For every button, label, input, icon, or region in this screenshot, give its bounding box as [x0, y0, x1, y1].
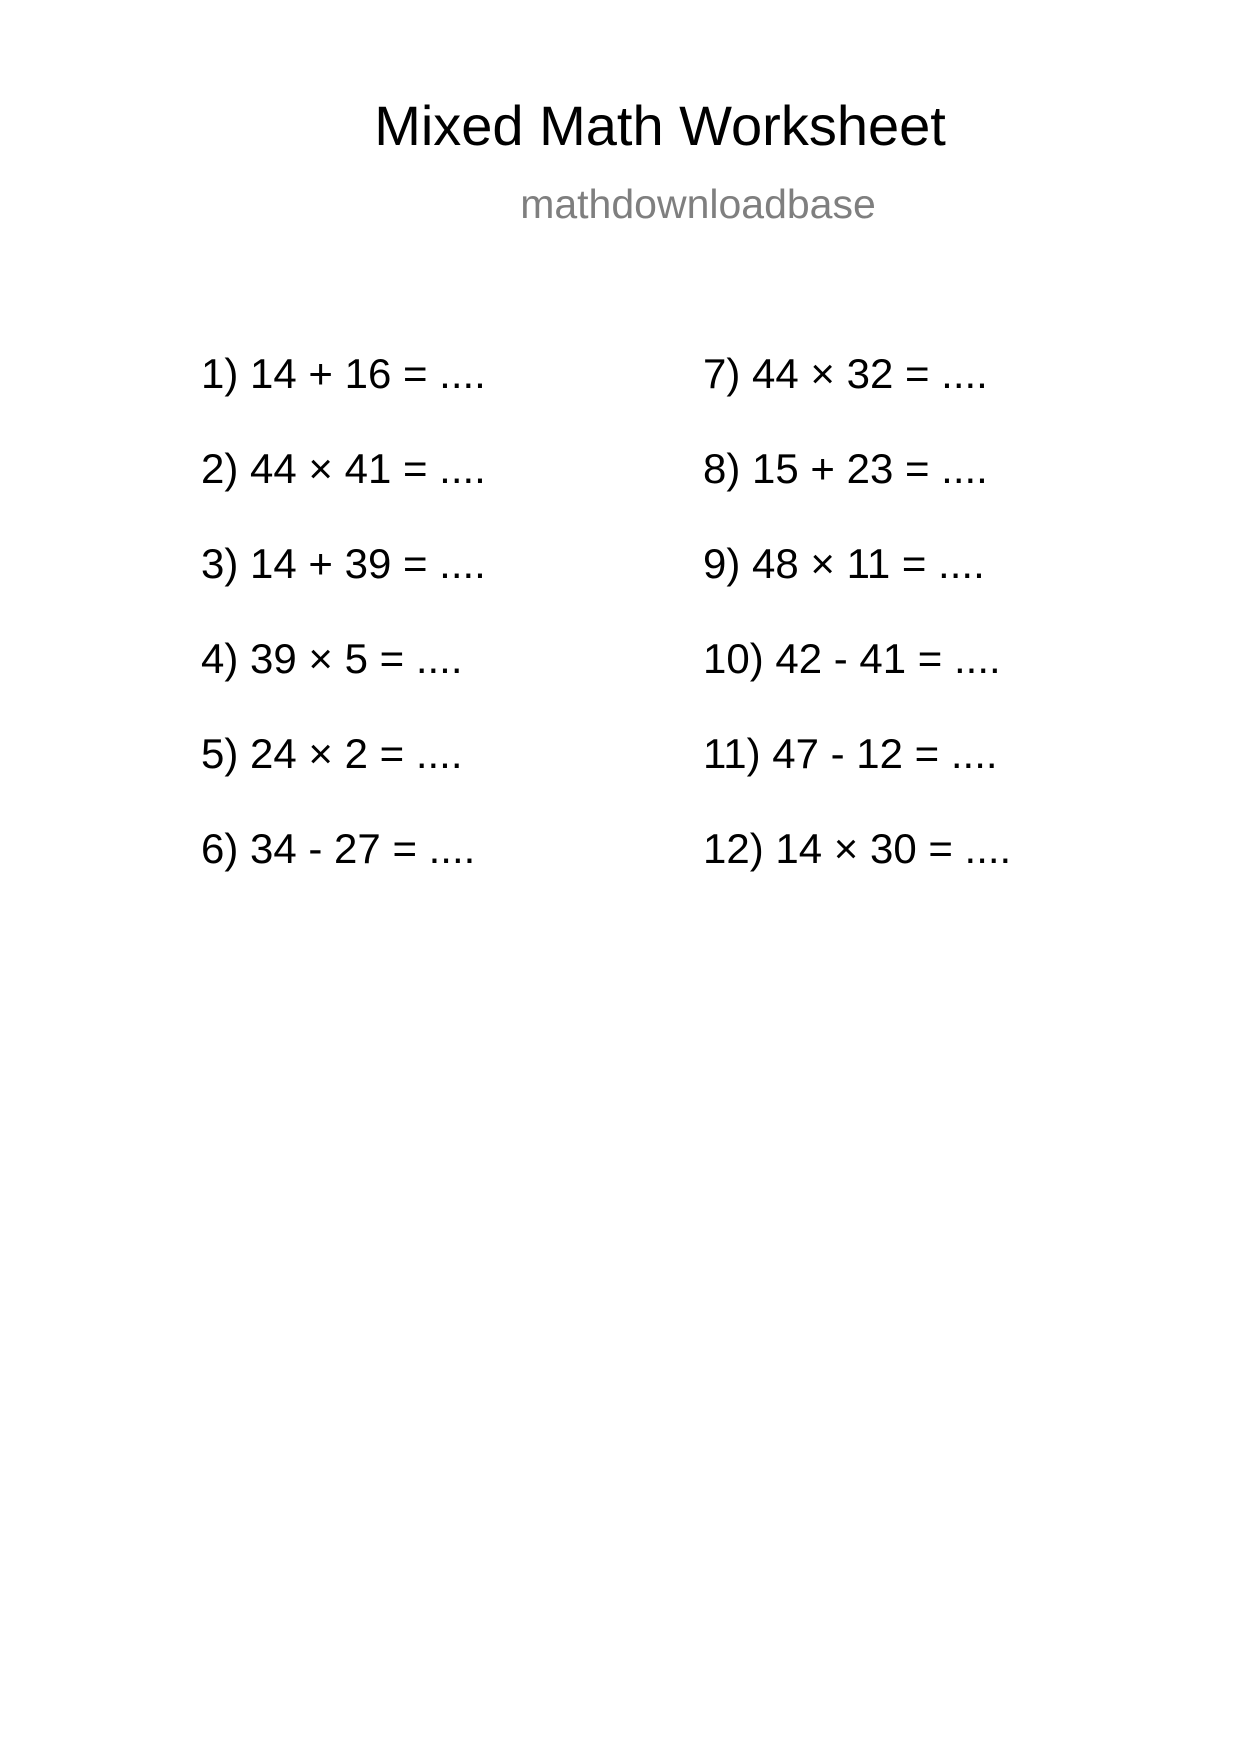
- problem-3: 3) 14 + 39 = ....: [201, 540, 486, 587]
- problem-11: 11) 47 - 12 = ....: [703, 730, 998, 777]
- problem-1: 1) 14 + 16 = ....: [201, 350, 486, 397]
- problem-5: 5) 24 × 2 = ....: [201, 730, 463, 777]
- problem-2: 2) 44 × 41 = ....: [201, 445, 486, 492]
- problems-left-column: [201, 350, 661, 920]
- worksheet-title: Mixed Math Worksheet: [374, 94, 946, 157]
- problem-9: 9) 48 × 11 = ....: [703, 540, 985, 587]
- problems-right-column: [703, 350, 1163, 920]
- problem-7: 7) 44 × 32 = ....: [703, 350, 988, 397]
- problem-6: 6) 34 - 27 = ....: [201, 825, 476, 872]
- problem-12: 12) 14 × 30 = ....: [703, 825, 1012, 872]
- worksheet-subtitle: mathdownloadbase: [520, 181, 876, 227]
- problem-8: 8) 15 + 23 = ....: [703, 445, 988, 492]
- problem-4: 4) 39 × 5 = ....: [201, 635, 463, 682]
- problem-10: 10) 42 - 41 = ....: [703, 635, 1001, 682]
